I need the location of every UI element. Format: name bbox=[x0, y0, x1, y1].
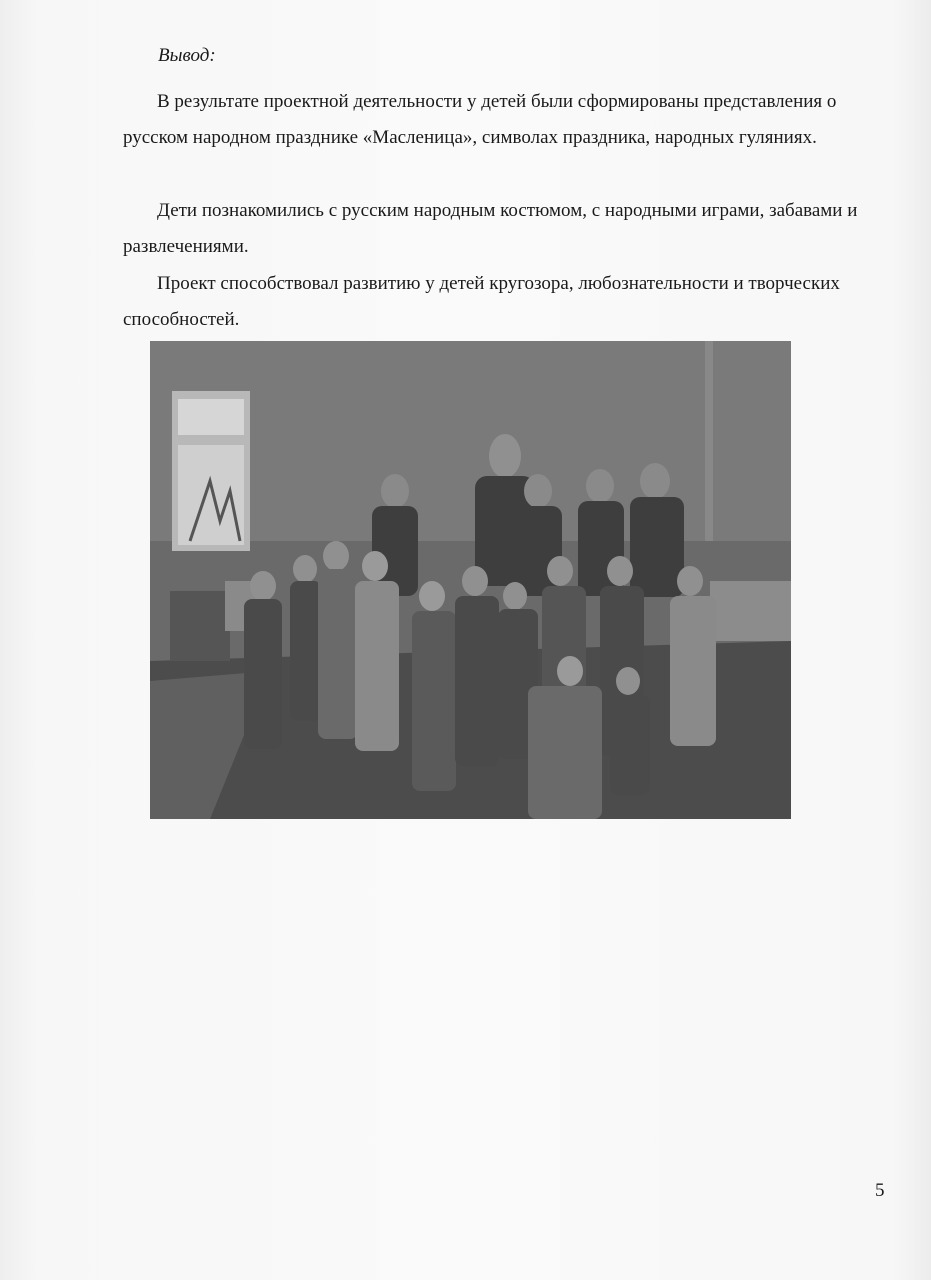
paragraph-3: Проект способствовал развитию у детей кругозора, любознательности и творческих способностей. bbox=[123, 273, 840, 330]
paragraph-1: В результате проектной деятельности у детей были сформированы представления о русском народном празднике «Масленица», символах праздника, народных гуляниях. bbox=[123, 91, 837, 148]
group-photo-icon bbox=[150, 341, 791, 819]
group-photo bbox=[150, 341, 791, 819]
page-number: 5 bbox=[875, 1180, 885, 1201]
conclusion-heading: Вывод: bbox=[158, 45, 216, 66]
paragraph-2: Дети познакомились с русским народным костюмом, с народными играми, забавами и развлечениями. bbox=[123, 200, 858, 257]
